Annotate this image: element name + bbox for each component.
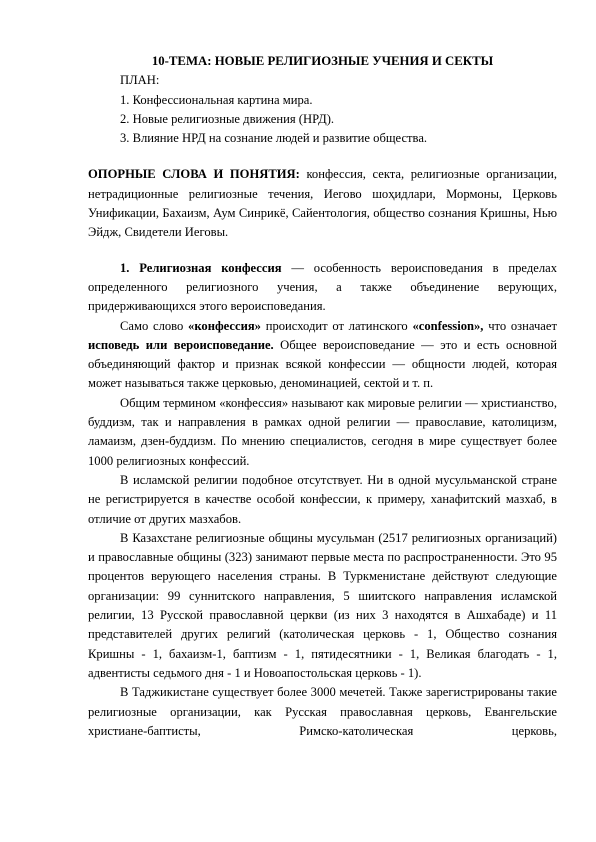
paragraph-islam: В исламской религии подобное отсутствует. Ни в одной мусульманской стране не регистрируется в качестве особой конфессии, к примеру, ханафитский мазхаб, в отличие от других мазхабов. bbox=[88, 472, 557, 526]
plan-item: 2. Новые религиозные движения (НРД). bbox=[120, 111, 335, 126]
spacer bbox=[88, 243, 557, 259]
plan-item: 3. Влияние НРД на сознание людей и развитие общества. bbox=[120, 131, 428, 146]
bold-term: исповедь или вероисповедание. bbox=[88, 337, 274, 352]
paragraph-kazakhstan-turkmenistan: В Казахстане религиозные общины мусульман (2517 религиозных организаций) и православные общины (323) занимают первые места по распространенности. Это 95 процентов верующего населения страны. В Туркменистане действуют следующие организации: 99 суннитского направления, 5 шиитского направления исламской религии, 13 Русской православной церкви (из них 3 находятся в Ашхабаде) и 11 представителей других религий (католическая церковь - 1, Общество сознания Кришны - 1, бахаизм-1, баптизм - 1, пятидесятники - 1, Великая благодать - 1, адвентисты седьмого дня - 1 и Новоапостольская церковь - 1). bbox=[88, 530, 557, 680]
keywords-label: ОПОРНЫЕ СЛОВА И ПОНЯТИЯ: bbox=[88, 167, 300, 182]
plan-item: 1. Конфессиональная картина мира. bbox=[120, 92, 313, 107]
plan-heading: ПЛАН: bbox=[120, 73, 160, 88]
bold-term: «конфессия» bbox=[188, 318, 261, 333]
text-run: происходит от латинского bbox=[260, 318, 413, 333]
keywords-text: конфессия, секта, религиозные организации, нетрадиционные религиозные течения, Иегово шоҳидлари, Мормоны, Церковь Унификации, Бахаизм, Аум Синрикё, Сайентология, общество сознания Кришны, Нью Эйдж, Свидетели Иеговы. bbox=[88, 167, 557, 240]
text-run: Само слово bbox=[120, 318, 189, 333]
section-heading: 1. Религиозная конфессия bbox=[120, 260, 282, 275]
paragraph-tajikistan: В Таджикистане существует более 3000 мечетей. Также зарегистрированы такие религиозные организации, как Русская православная церковь, Евангельские христиане-баптисты, Римско-католическая церковь, bbox=[88, 685, 557, 738]
spacer bbox=[88, 148, 557, 165]
text-run: Общее вероисповедание — это и есть основной объединяющий фактор и признак всякой конфессии — общности людей, которая может называться также церковью, деноминацией, сектой и т. п. bbox=[88, 337, 557, 391]
page-title: 10-ТЕМА: НОВЫЕ РЕЛИГИОЗНЫЕ УЧЕНИЯ И СЕКТЫ bbox=[151, 54, 494, 68]
paragraph-etymology bbox=[88, 317, 557, 394]
bold-term: «confession», bbox=[412, 318, 484, 333]
paragraph-general-term: Общим термином «конфессия» называют как мировые религии — христианство, буддизм, так и направления в рамках одной религии — православие, католицизм, ламаизм, дзен-буддизм. По мнению специалистов, сегодня в мире существует более 1000 религиозных конфессий. bbox=[88, 395, 557, 468]
plan-section bbox=[88, 71, 557, 148]
definition-text: — особенность вероисповедания в пределах определенного религиозного учения, а также объединение верующих, придерживающихся этого вероисповедания. bbox=[88, 260, 557, 314]
text-run: что означает bbox=[483, 318, 557, 333]
paragraph-confession-definition bbox=[88, 259, 557, 317]
keywords-paragraph bbox=[88, 165, 557, 242]
document-content bbox=[88, 52, 557, 741]
